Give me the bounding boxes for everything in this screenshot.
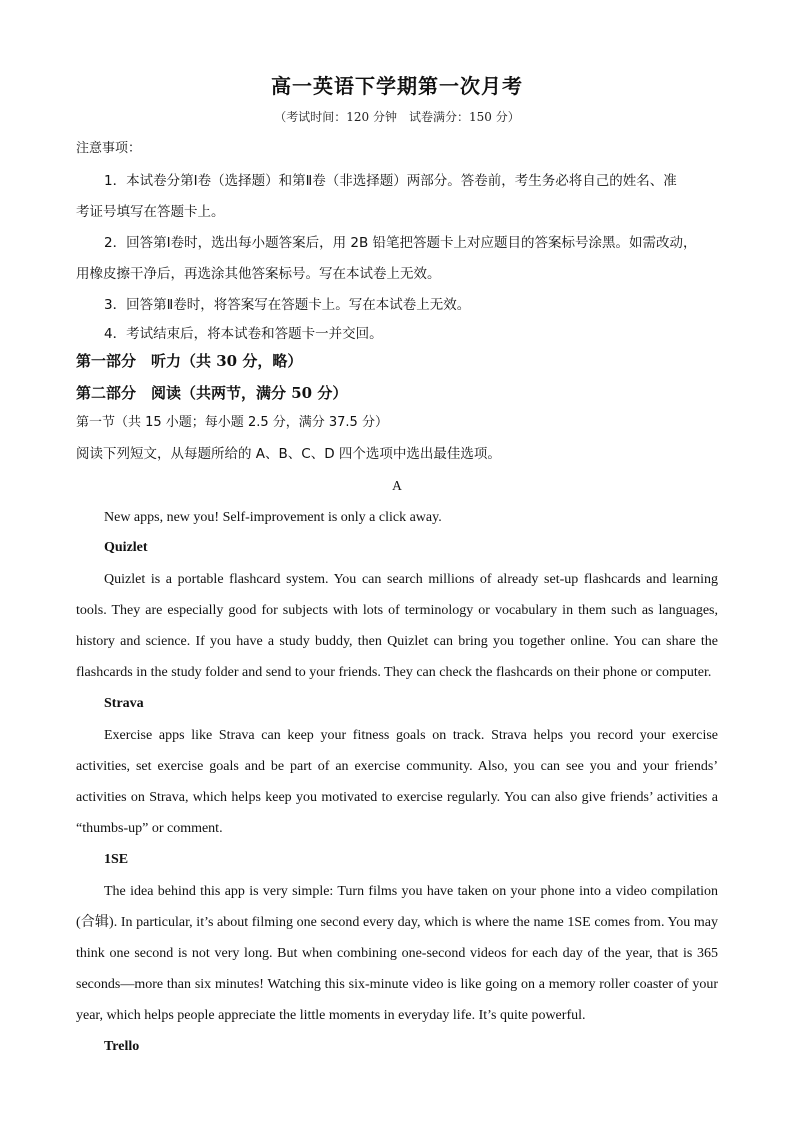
notice-item-2-line-1: 2．回答第Ⅰ卷时，选出每小题答案后，用 2B 铅笔把答题卡上对应题目的答案标号涂黑。如需改动， (104, 235, 697, 251)
notice-item-1-line-1: 1．本试卷分第Ⅰ卷（选择题）和第Ⅱ卷（非选择题）两部分。答卷前，考生务必将自己的姓名、准 (104, 173, 677, 189)
passage-label: A (392, 478, 402, 493)
part-two-heading: 第二部分 阅读（共两节，满分 50 分） (76, 384, 348, 402)
quizlet-paragraph: Quizlet is a portable flashcard system. You can search millions of already set-up flashcards and learning tools. They are especially good for subjects with lots of terminology or vocabulary in them such as languages, history and science. If you have a study buddy, then Quizlet can bring you together online. You can share the flashcards in the study folder and send to your friends. They can check the flashcards on their phone or computer. (76, 572, 718, 680)
strava-paragraph: Exercise apps like Strava can keep your fitness goals on track. Strava helps you record your exercise activities, set exercise goals and be part of an exercise community. Also, you can see you and your friends’ activities on Strava, which helps keep you motivated to exercise regularly. You can also give friends’ activities a “thumbs-up” or comment. (76, 728, 718, 836)
quizlet-heading: Quizlet (104, 540, 148, 555)
notice-item-1-line-2: 考证号填写在答题卡上。 (76, 204, 225, 220)
passage-intro: New apps, new you! Self-improvement is only a click away. (104, 510, 442, 525)
exam-title: 高一英语下学期第一次月考 (271, 74, 523, 98)
notice-heading: 注意事项： (76, 141, 142, 156)
notice-item-4: 4．考试结束后，将本试卷和答题卡一并交回。 (104, 326, 383, 342)
strava-heading: Strava (104, 696, 144, 711)
onese-heading: 1SE (104, 852, 129, 867)
section-one-heading: 第一节（共 15 小题；每小题 2.5 分，满分 37.5 分） (76, 415, 388, 430)
notice-item-3: 3．回答第Ⅱ卷时，将答案写在答题卡上。写在本试卷上无效。 (104, 297, 471, 313)
part-one-heading: 第一部分 听力（共 30 分，略） (76, 352, 303, 370)
trello-heading: Trello (104, 1039, 140, 1054)
notice-item-2-line-2: 用橡皮擦干净后，再选涂其他答案标号。写在本试卷上无效。 (76, 266, 441, 282)
exam-subtitle: （考试时间：120 分钟 试卷满分：150 分） (274, 110, 520, 124)
onese-paragraph: The idea behind this app is very simple: Turn films you have taken on your phone into a video compilation (合辑). In particular, it’s about filming one second every day, which is where the name 1SE comes from. You may think one second is not very long. But when combining one-second videos for each day of the year, that is 365 seconds—more than six minutes! Watching this six-minute video is like going on a memory roller coaster of your year, which helps people appreciate the little moments in everyday life. It’s quite powerful. (76, 884, 718, 1023)
reading-instruction: 阅读下列短文，从每题所给的 A、B、C、D 四个选项中选出最佳选项。 (76, 446, 501, 462)
